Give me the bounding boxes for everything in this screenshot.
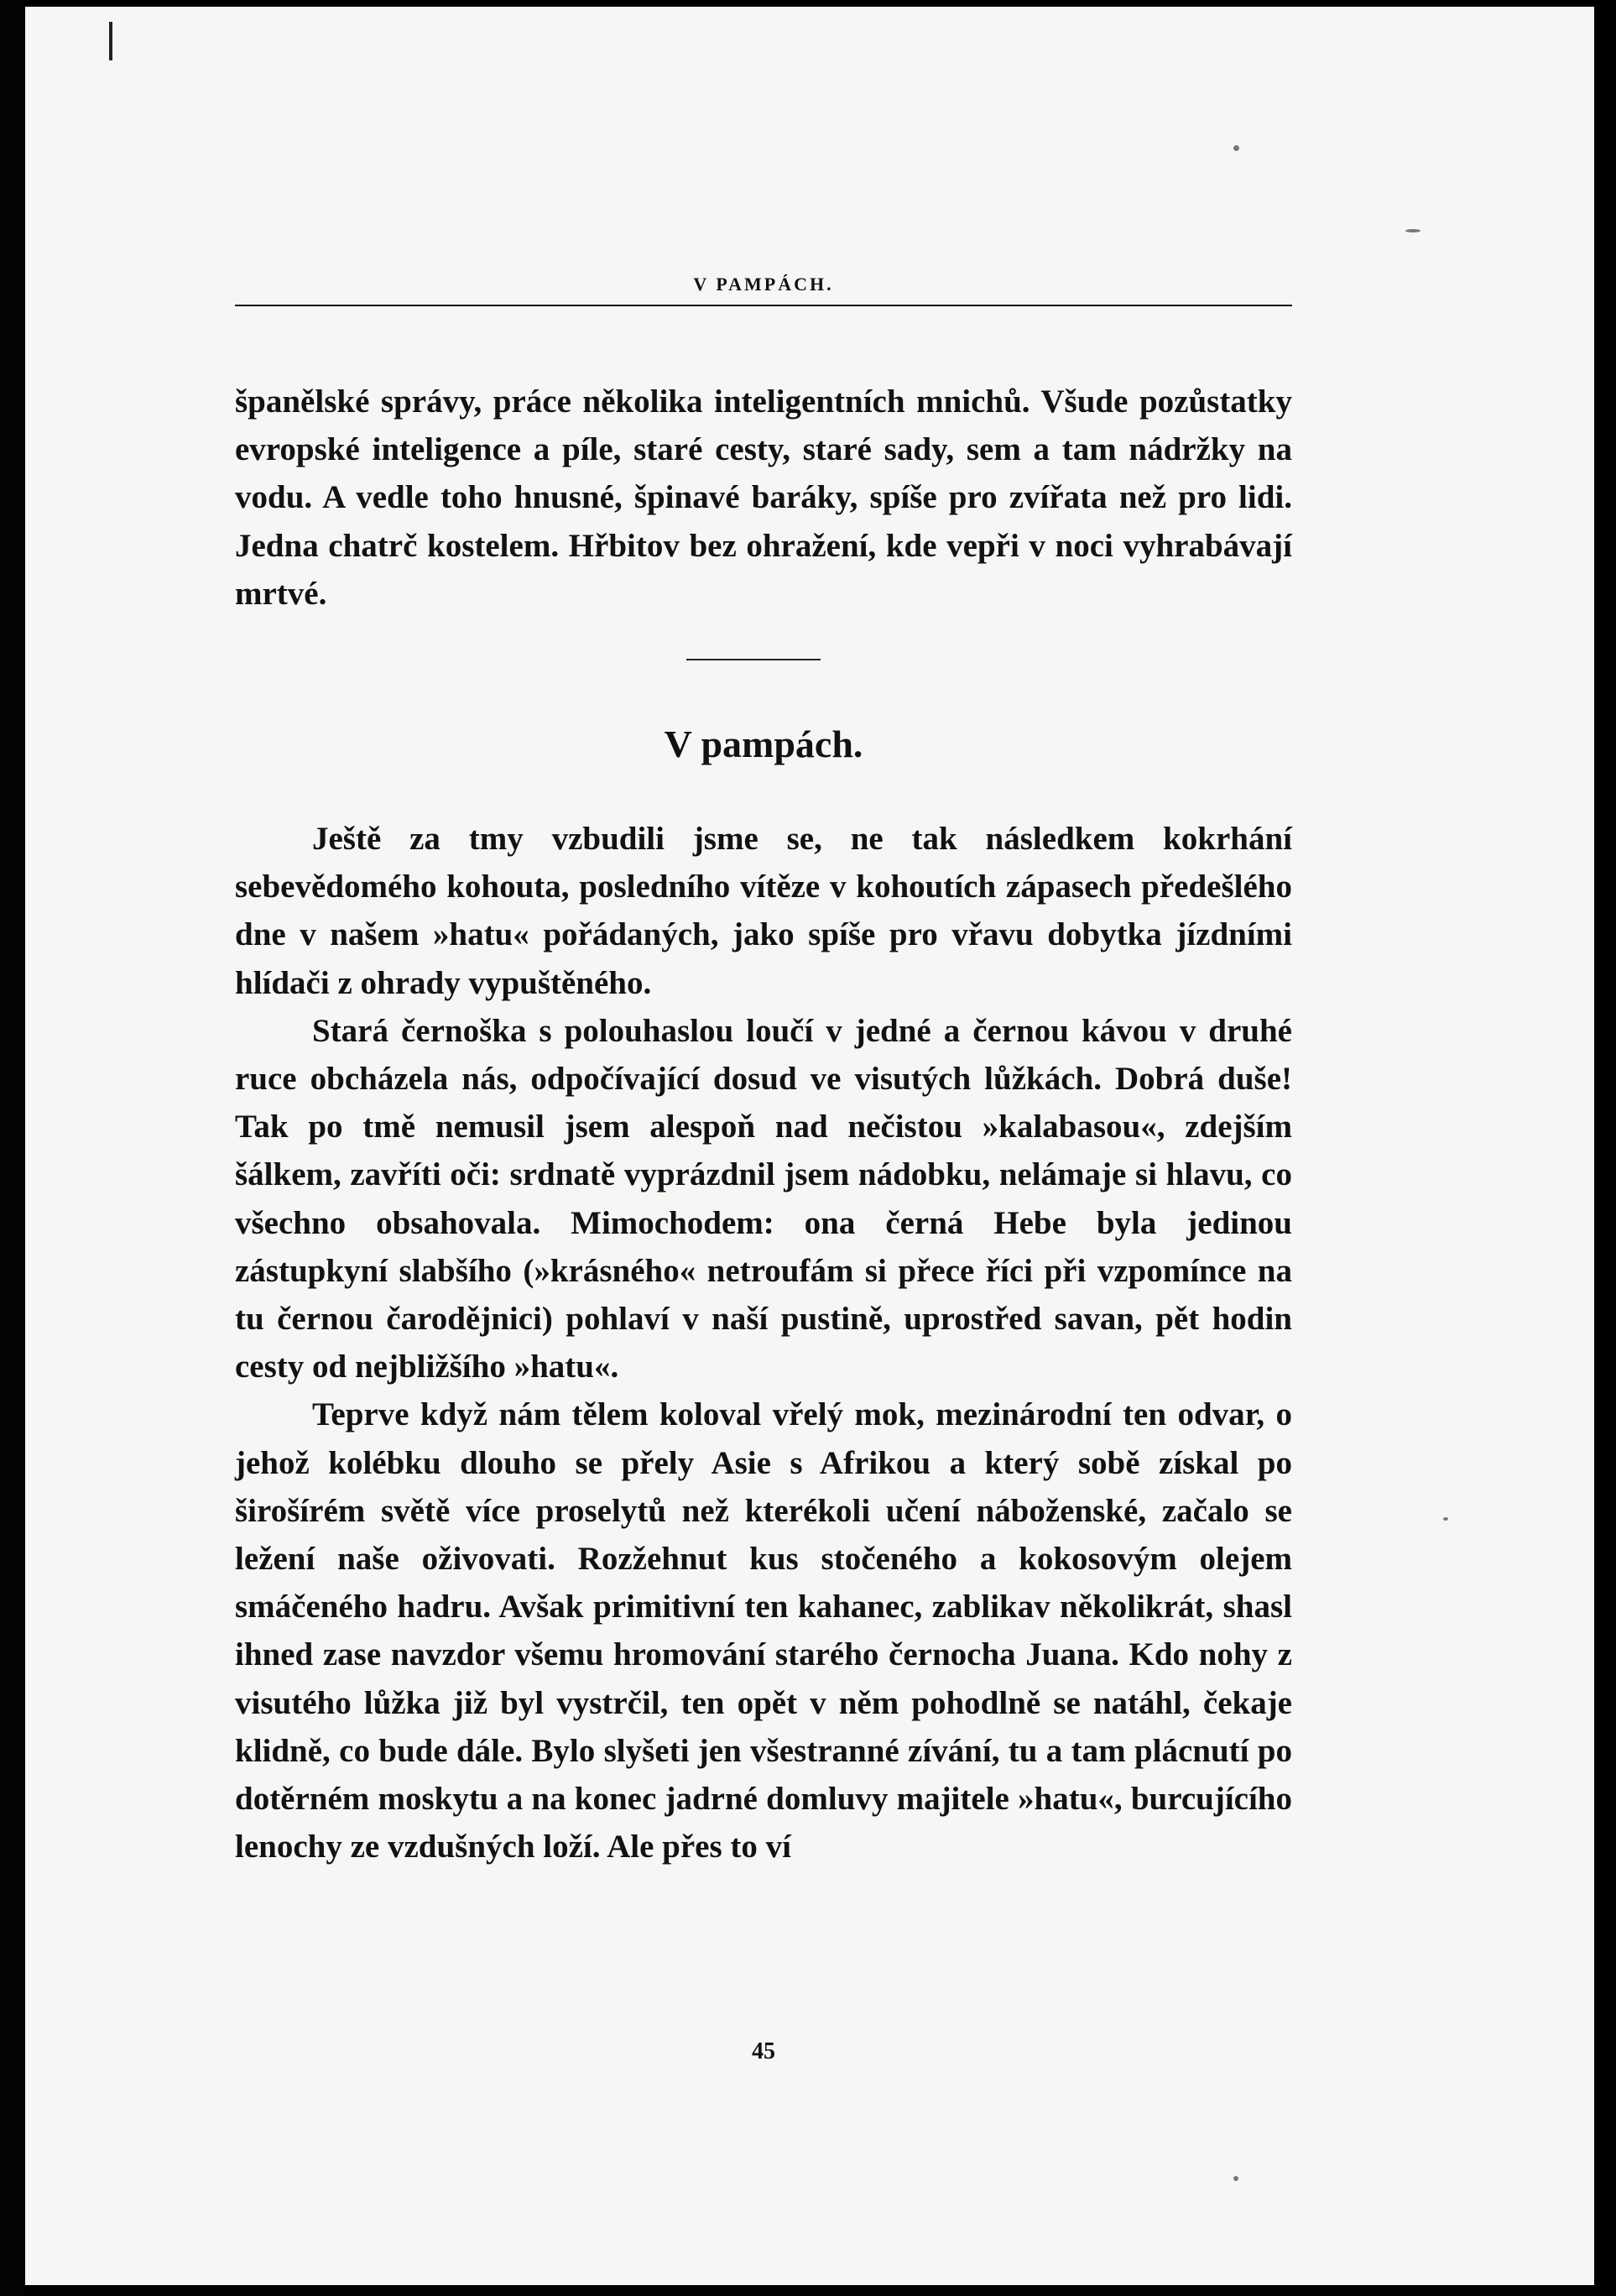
scan-edge-left (0, 0, 23, 2296)
section-title: V pampách. (664, 723, 863, 765)
scan-speck (1233, 2176, 1238, 2181)
scan-speck (1405, 229, 1421, 232)
continued-paragraph (235, 378, 1292, 618)
page-number: 45 (752, 2038, 775, 2064)
scan-speck (1233, 145, 1239, 151)
binding-mark (109, 22, 112, 60)
paragraph: španělské správy, práce několika inteligentních mnichů. Všude pozůstatky evropské inteligence a píle, staré cesty, staré sady, sem a tam nádržky na vodu. A vedle toho hnusné, špinavé baráky, spíše pro zvířata než pro lidi. Jedna chatrč kostelem. Hřbitov bez ohražení, kde vepři v noci vyhrabávají mrtvé. (235, 384, 1292, 612)
paragraph: Ještě za tmy vzbudili jsme se, ne tak následkem kokrhání sebevědomého kohouta, posledního vítěze v kohoutích zápasech předešlého dne v našem »hatu« pořádaných, jako spíše pro vřavu dobytka jízdními hlídači z ohrady vypuštěného. (235, 821, 1292, 1001)
section-body (235, 815, 1292, 1871)
running-head: V PAMPÁCH. (693, 274, 834, 295)
book-page (25, 7, 1594, 2285)
paragraph: Teprve když nám tělem koloval vřelý mok, mezinárodní ten odvar, o jehož kolébku dlouho se přely Asie s Afrikou a který sobě získal po širošírém světě více proselytů než kterékoli učení náboženské, začalo se ležení naše oživovati. Rozžehnut kus stočeného a kokosovým olejem smáčeného hadru. Avšak primitivní ten kahanec, zablikav několikrát, shasl ihned zase navzdor všemu hromování starého černocha Juana. Kdo nohy z visutého lůžka již byl vystrčil, ten opět v něm pohodlně se natáhl, čekaje klidně, co bude dále. Bylo slyšeti jen všestranné zívání, tu a tam plácnutí po dotěrném moskytu a na konec jadrné domluvy majitele »hatu«, burcujícího lenochy ze vzdušných loží. Ale přes to ví (235, 1396, 1292, 1866)
scan-speck (1443, 1517, 1448, 1521)
header-rule (235, 305, 1292, 306)
paragraph: Stará černoška s polouhaslou loučí v jedné a černou kávou v druhé ruce obcházela nás, odpočívající dosud ve visutých lůžkách. Dobrá duše! Tak po tmě nemusil jsem alespoň nad nečistou »kalabasou«, zdejším šálkem, zavříti oči: srdnatě vyprázdnil jsem nádobku, nelámaje si hlavu, co všechno obsahovala. Mimochodem: ona černá Hebe byla jedinou zástupkyní slabšího (»krásného« netroufám si přece říci při vzpomínce na tu černou čarodějnici) pohlaví v naší pustině, uprostřed savan, pět hodin cesty od nejbližšího »hatu«. (235, 1012, 1292, 1385)
section-divider (686, 659, 821, 660)
